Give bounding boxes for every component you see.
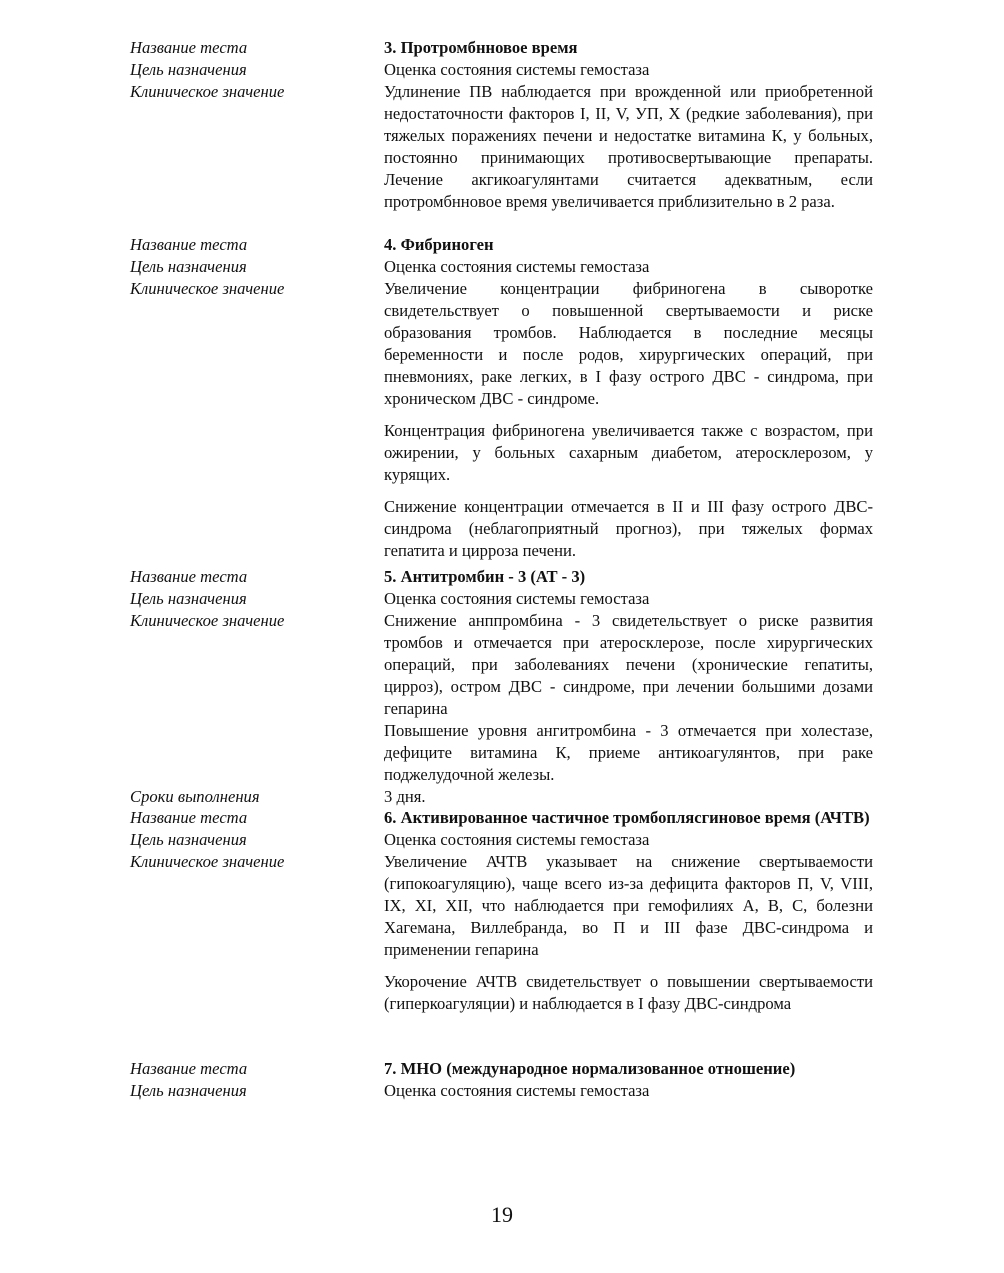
test-entry-5 xyxy=(0,566,1004,808)
clinical-paragraph: Снижение концентрации отмечается в II и III фазу острого ДВС-синдрома (неблагоприятный прогноз), при тяжелых формах гепатита и цирроза печени. xyxy=(384,497,873,560)
clinical-text xyxy=(384,81,873,213)
label-test-name: Название теста xyxy=(130,1059,248,1078)
clinical-text xyxy=(384,851,873,1015)
label-clinical: Клиническое значение xyxy=(130,279,285,298)
label-purpose: Цель назначения xyxy=(130,830,247,849)
test-purpose: Оценка состояния системы гемостаза xyxy=(384,1081,650,1100)
label-purpose: Цель назначения xyxy=(130,1081,247,1100)
label-test-name: Название теста xyxy=(130,808,248,827)
clinical-text xyxy=(384,278,873,562)
test-title: 5. Антитромбин - 3 (АТ - 3) xyxy=(384,567,586,586)
test-purpose: Оценка состояния системы гемостаза xyxy=(384,830,650,849)
test-entry-3 xyxy=(0,37,1004,213)
label-clinical: Клиническое значение xyxy=(130,82,285,101)
test-entry-4 xyxy=(0,234,1004,562)
label-purpose: Цель назначения xyxy=(130,589,247,608)
clinical-paragraph: Увеличение АЧТВ указывает на снижение свертываемости (гипокоагуляцию), чаще всего из-за дефицита факторов П, V, VIII, IX, XI, XII, что наблюдается при гемофилиях А, В, С, болезни Хагемана, Виллебранда, во П и III фазе ДВС-синдрома и применении гепарина xyxy=(384,852,873,959)
clinical-paragraph: Снижение анппромбина - 3 свидетельствует о риске развития тромбов и отмечается при атеросклерозе, после хирургических операций, при заболеваниях печени (хронические гепатиты, цирроз), остром ДВС - синдроме, при лечении большими дозами гепарина xyxy=(384,611,873,718)
clinical-paragraph: Повышение уровня ангитромбина - 3 отмечается при холестазе, дефиците витамина К, приеме антикоагулянтов, при раке поджелудочной железы. xyxy=(384,721,873,784)
test-entry-6 xyxy=(0,807,1004,1015)
label-test-name: Название теста xyxy=(130,38,248,57)
test-title: 6. Активированное частичное тромбоплясгиновое время (АЧТВ) xyxy=(384,808,870,827)
label-clinical: Клиническое значение xyxy=(130,852,285,871)
test-duration: 3 дня. xyxy=(384,787,426,806)
test-title: 7. МНО (международное нормализованное отношение) xyxy=(384,1059,796,1078)
label-purpose: Цель назначения xyxy=(130,257,247,276)
label-test-name: Название теста xyxy=(130,567,248,586)
clinical-paragraph: Увеличение концентрации фибриногена в сыворотке свидетельствует о повышенной свертываемости и риске образования тромбов. Наблюдается в последние месяцы беременности и после родов, хирургических операций, при пневмониях, раке легких, в I фазу острого ДВС - синдрома, при хроническом ДВС - синдроме. xyxy=(384,279,873,408)
test-title: 3. Протромбнновое время xyxy=(384,38,578,57)
test-purpose: Оценка состояния системы гемостаза xyxy=(384,60,650,79)
test-entry-7 xyxy=(0,1058,1004,1102)
clinical-paragraph: Удлинение ПВ наблюдается при врожденной или приобретенной недостаточности факторов I, II, V, УП, X (редкие заболевания), при тяжелых поражениях печени и недостатке витамина К, у больных, постоянно принимающих противосвертывающие препараты. Лечение акгикоагулянтами считается адекватным, если протромбнновое время увеличивается приблизительно в 2 раза. xyxy=(384,82,873,211)
label-test-name: Название теста xyxy=(130,235,248,254)
page-number: 19 xyxy=(491,1202,513,1227)
label-purpose: Цель назначения xyxy=(130,60,247,79)
test-purpose: Оценка состояния системы гемостаза xyxy=(384,257,650,276)
label-clinical: Клиническое значение xyxy=(130,611,285,630)
clinical-text xyxy=(384,610,873,786)
clinical-paragraph: Концентрация фибриногена увеличивается также с возрастом, при ожирении, у больных сахарным диабетом, атеросклерозом, у курящих. xyxy=(384,421,873,484)
clinical-paragraph: Укорочение АЧТВ свидетельствует о повышении свертываемости (гиперкоагуляции) и наблюдается в I фазу ДВС-синдрома xyxy=(384,972,873,1013)
test-title: 4. Фибриноген xyxy=(384,235,494,254)
test-purpose: Оценка состояния системы гемостаза xyxy=(384,589,650,608)
label-duration: Сроки выполнения xyxy=(130,787,260,806)
